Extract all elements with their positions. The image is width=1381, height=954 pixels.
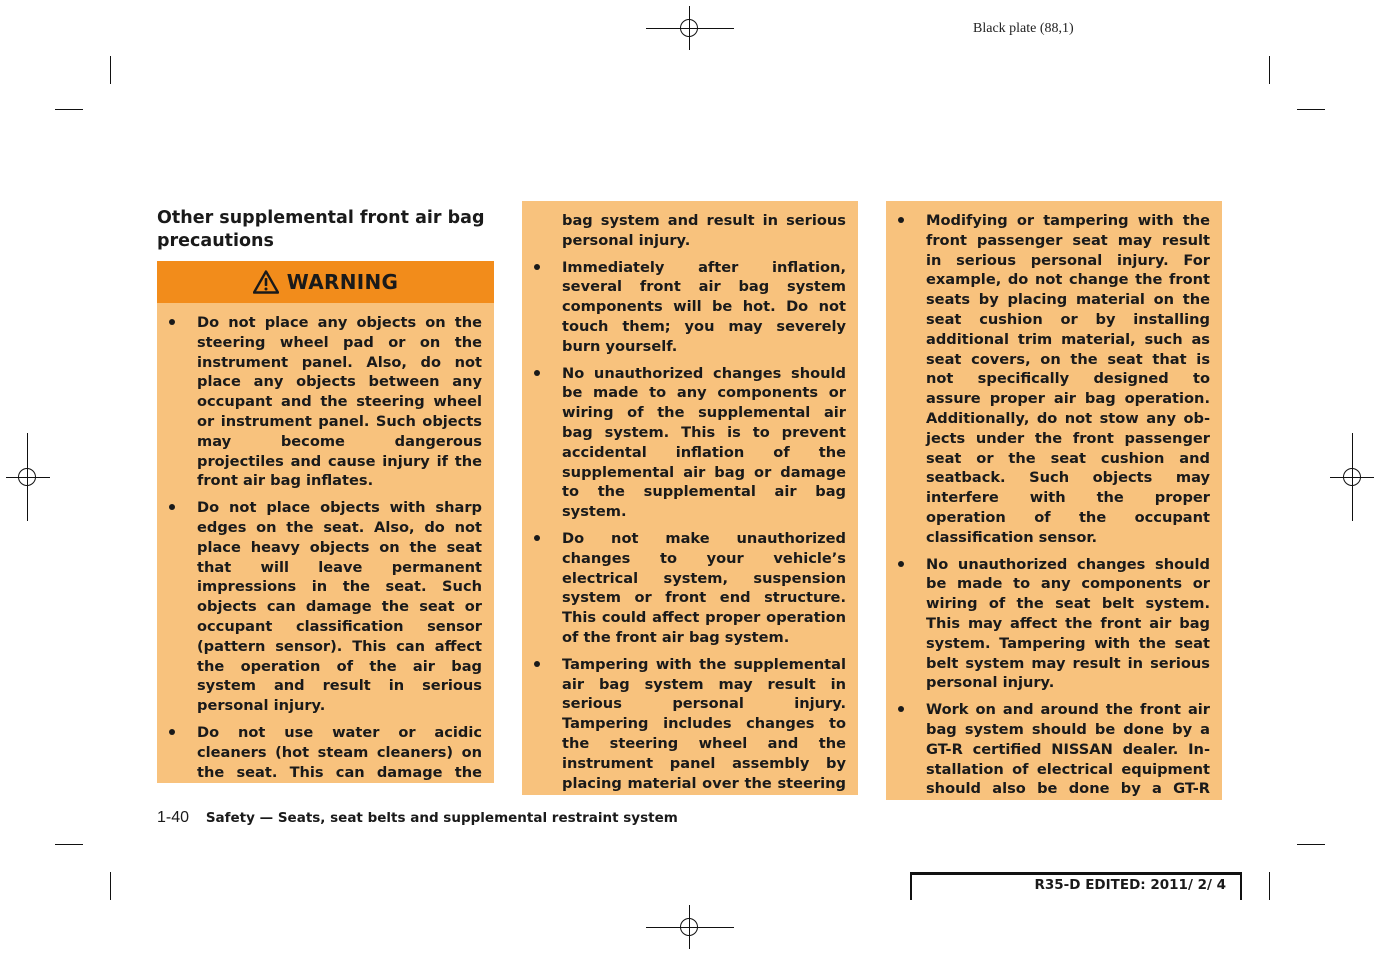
warning-column-3 xyxy=(886,201,1222,800)
bullet-icon xyxy=(169,729,175,735)
list-item: Do not make unauthorized changes to your vehicle’s electrical system, suspension system or front end structure. This could affect proper operation of the front air bag system. xyxy=(522,529,846,648)
warning-column-2 xyxy=(522,201,858,795)
list-item: No unauthorized changes should be made to any components or wiring of the seat belt system. This may affect the front air bag system. Tampering with the seat belt system may result in serious personal injury. xyxy=(886,555,1210,694)
bullet-icon xyxy=(534,370,540,376)
bullet-icon xyxy=(534,535,540,541)
bullet-icon xyxy=(534,264,540,270)
section-title: Other supplemental front air bag precautions xyxy=(157,208,485,251)
bullet-icon xyxy=(898,706,904,712)
list-item: Modifying or tampering with the front passenger seat may result in serious personal injury. For example, do not change the front seats by placing material on the seat cushion or by installing additional trim material, such as seat covers, on the seat that is not specifically designed to assure proper air bag operation. Additionally, do not stow any objects under the front passenger seat or the seat cushion and seatback. Such objects may interfere with the proper operation of the occupant classification sensor. xyxy=(886,211,1210,548)
bullet-icon xyxy=(169,319,175,325)
list-item: Do not place any objects on the steering wheel pad or on the instrument panel. Also, do not place any objects between any occupant and the steering wheel or instrument panel. Such objects may become dangerous projectiles and cause injury if the front air bag inflates. xyxy=(157,313,482,491)
page-number: 1-40 xyxy=(157,809,190,826)
list-item: Do not place objects with sharp edges on the seat. Also, do not place heavy objects on the seat that will leave permanent impressions in the seat. Such objects can damage the seat or occupant classification sensor (pattern sensor). This can affect the operation of the air bag system and result in serious personal injury. xyxy=(157,498,482,716)
bullet-icon xyxy=(534,661,540,667)
list-item: Work on and around the front air bag system should be done by a GT-R certified NISSAN dealer. Installation of electrical equipment should also be done by a GT-R xyxy=(886,700,1210,800)
bullet-icon xyxy=(898,217,904,223)
warning-header xyxy=(157,261,494,303)
plate-label: Black plate (88,1) xyxy=(973,21,1074,36)
warning-label: WARNING xyxy=(286,270,399,294)
list-item: Immediately after inflation, several front air bag system components will be hot. Do not touch them; you may severely burn yourself. xyxy=(522,258,846,357)
continued-text: bag system and result in serious personal injury. xyxy=(562,212,846,249)
list-item: No unauthorized changes should be made to any components or wiring of the supplemental air bag system. This is to prevent accidental inflation of the supplemental air bag or damage to the supplemental air bag system. xyxy=(522,364,846,522)
page-footer xyxy=(157,808,678,827)
list-item: Tampering with the supplemental air bag system may result in serious personal injury. Tampering includes changes to the steering wheel and the instrument panel assembly by placing material over the steering xyxy=(522,655,846,795)
warning-column-1 xyxy=(157,303,494,783)
list-item: Do not use water or acidic cleaners (hot steam cleaners) on the seat. This can damage the xyxy=(157,723,482,783)
bullet-icon xyxy=(898,561,904,567)
chapter-title: Safety — Seats, seat belts and supplemental restraint system xyxy=(205,810,678,826)
bullet-icon xyxy=(169,504,175,510)
edited-stamp: R35-D EDITED: 2011/ 2/ 4 xyxy=(910,872,1242,900)
warning-triangle-icon xyxy=(253,270,279,294)
